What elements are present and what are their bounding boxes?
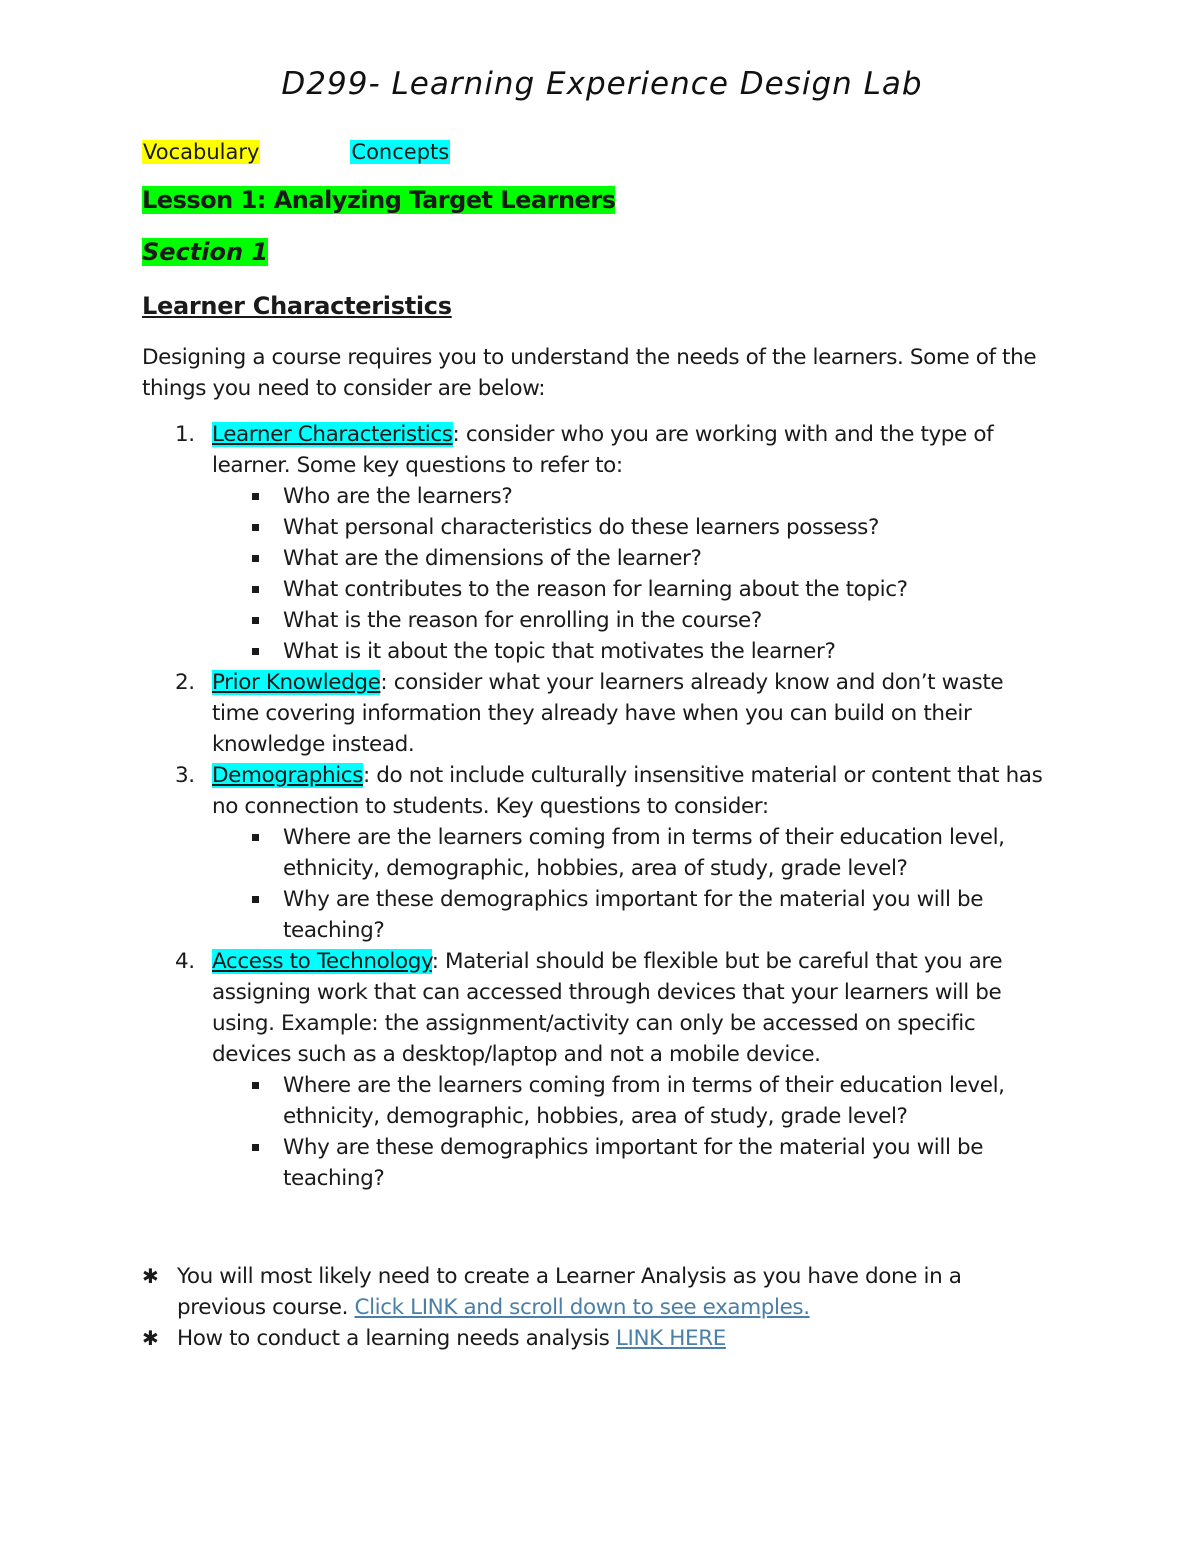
square-bullet-icon <box>252 617 259 624</box>
section-heading: Section 1 <box>142 238 269 266</box>
square-bullet-icon <box>252 648 259 655</box>
learner-analysis-examples-link[interactable]: Click LINK and scroll down to see examples. <box>354 1295 810 1320</box>
concept-term: Prior Knowledge <box>212 670 381 695</box>
list-item: What personal characteristics do these learners possess? <box>212 512 1052 543</box>
legend-vocabulary: Vocabulary <box>143 140 260 164</box>
list-item-text: : Material should be flexible but be careful that you are assigning work that can accessed through devices that your learners will be using. Example: the assignment/activity can only be accessed on specific devices such as a desktop/laptop and not a mobile device. <box>212 949 1003 1067</box>
topic-heading: Learner Characteristics <box>142 292 452 320</box>
note-text: You will most likely need to create a Learner Analysis as you have done in a previous course. <box>177 1264 962 1320</box>
list-item-text: : do not include culturally insensitive material or content that has no connection to students. Key questions to consider: <box>212 763 1043 819</box>
square-bullet-icon <box>252 586 259 593</box>
square-bullet-icon <box>252 493 259 500</box>
list-item: What are the dimensions of the learner? <box>212 543 1052 574</box>
list-item: Who are the learners? <box>212 481 1052 512</box>
square-bullet-icon <box>252 524 259 531</box>
list-item <box>142 1323 1052 1354</box>
list-item <box>142 419 1052 667</box>
concept-term: Demographics <box>212 763 364 788</box>
star-bullet-icon: ✱ <box>142 1326 159 1350</box>
list-item <box>142 1261 1052 1323</box>
list-number: 4. <box>175 949 195 974</box>
needs-analysis-link[interactable]: LINK HERE <box>615 1326 726 1351</box>
legend-concepts: Concepts <box>351 140 450 164</box>
list-item: Where are the learners coming from in terms of their education level, ethnicity, demographic, hobbies, area of study, grade level? <box>212 1070 1052 1132</box>
list-item-text: : consider what your learners already know and don’t waste time covering information they already have when you can build on their knowledge instead. <box>212 670 1004 757</box>
square-bullet-icon <box>252 896 259 903</box>
list-item: Where are the learners coming from in terms of their education level, ethnicity, demographic, hobbies, area of study, grade level? <box>212 822 1052 884</box>
list-item <box>142 760 1052 946</box>
square-bullet-icon <box>252 1082 259 1089</box>
list-item-text: : consider who you are working with and the type of learner. Some key questions to refer to: <box>212 422 994 478</box>
highlight-legend <box>142 140 450 164</box>
list-item <box>142 946 1052 1194</box>
star-bullet-icon: ✱ <box>142 1264 159 1288</box>
list-item: Why are these demographics important for the material you will be teaching? <box>212 884 1052 946</box>
lesson-heading: Lesson 1: Analyzing Target Learners <box>142 186 616 214</box>
list-number: 1. <box>175 422 195 447</box>
square-bullet-icon <box>252 1144 259 1151</box>
intro-paragraph: Designing a course requires you to understand the needs of the learners. Some of the things you need to consider are below: <box>142 345 1037 401</box>
list-number: 3. <box>175 763 195 788</box>
list-number: 2. <box>175 670 195 695</box>
concept-term: Learner Characteristics <box>212 422 453 447</box>
list-item: Why are these demographics important for the material you will be teaching? <box>212 1132 1052 1194</box>
question-list <box>212 481 1052 667</box>
list-item: What is the reason for enrolling in the course? <box>212 605 1052 636</box>
list-item: What is it about the topic that motivates the learner? <box>212 636 1052 667</box>
question-list <box>212 822 1052 946</box>
question-list <box>212 1070 1052 1194</box>
square-bullet-icon <box>252 834 259 841</box>
concept-term: Access to Technology <box>212 949 432 974</box>
considerations-list <box>142 419 1052 1194</box>
list-item: What contributes to the reason for learning about the topic? <box>212 574 1052 605</box>
document-title: D299- Learning Experience Design Lab <box>281 66 923 102</box>
list-item <box>142 667 1052 760</box>
notes-list <box>142 1261 1052 1354</box>
note-text: How to conduct a learning needs analysis <box>177 1326 616 1351</box>
square-bullet-icon <box>252 555 259 562</box>
